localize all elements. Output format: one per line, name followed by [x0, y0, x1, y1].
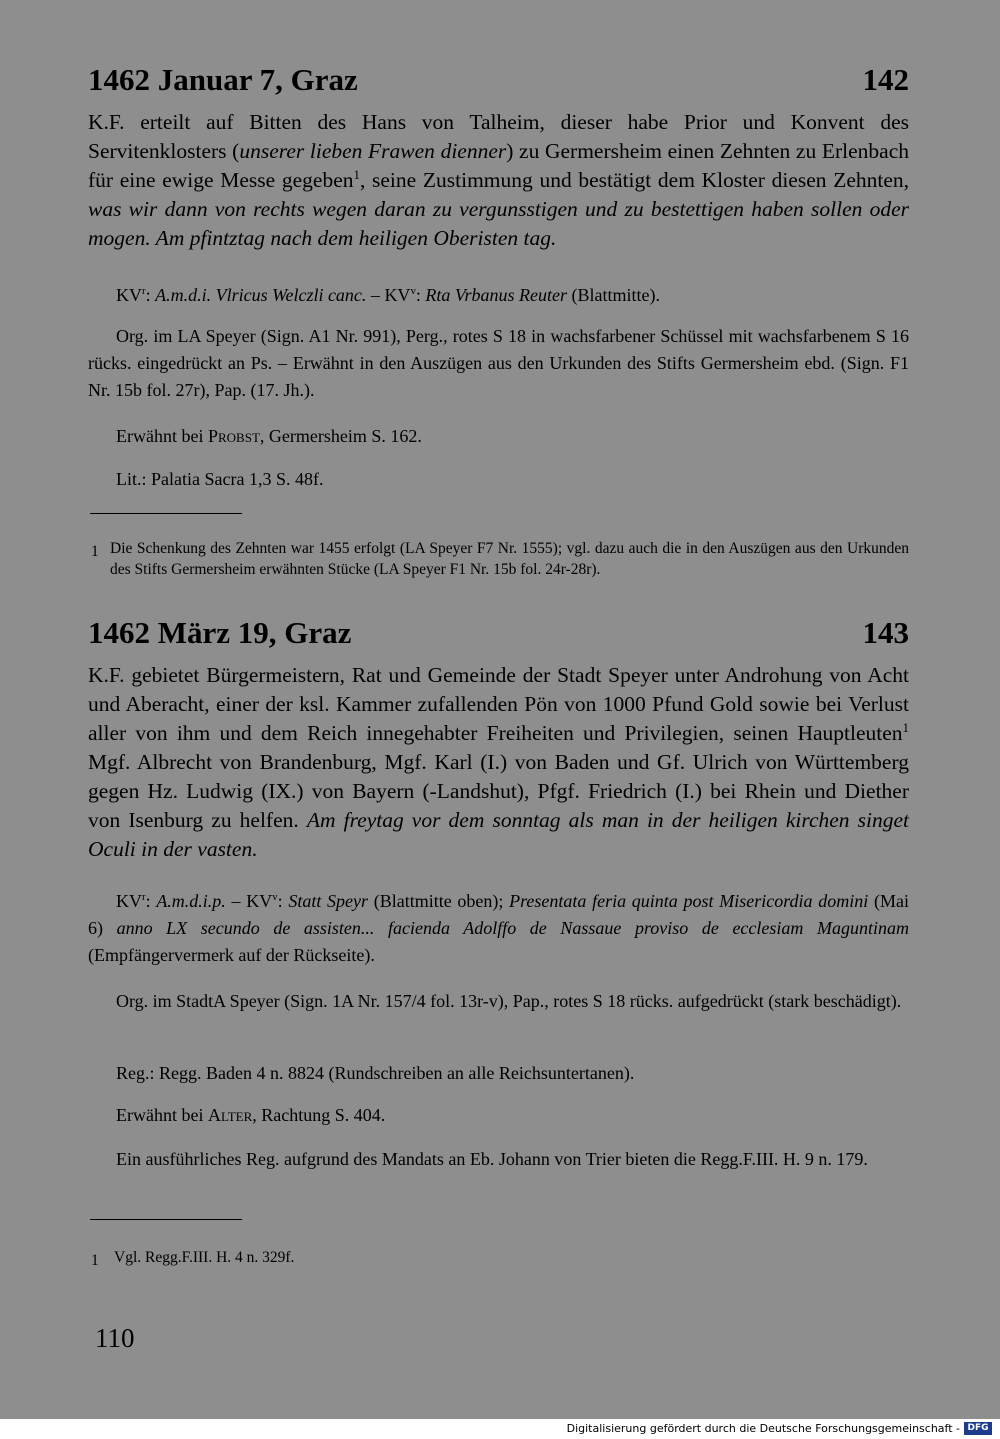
entry-142-number: 142 [862, 62, 909, 97]
regest-text: K.F. gebietet Bürgermeistern, Rat und Gemeinde der Stadt Speyer unter Androhung von Acht und Aberacht, einer der ksl. Kammer zufallenden Pön von 1000 Pfund Gold sowie bei Verlust aller von ihm und dem Reich innegehabter Freiheiten und Privilegien, seinen Hauptleuten [88, 663, 909, 745]
regest-quote: was wir dann von rechts wegen daran zu vergunsstigen und zu bestettigen haben sollen oder mogen. Am pfintztag nach dem heiligen Oberisten tag. [88, 197, 909, 250]
entry-142-regest [88, 108, 909, 253]
entry-143-heading: 1462 März 19, Graz [88, 615, 352, 650]
footnote-ref: 1 [353, 167, 360, 182]
regest-text: Mgf. Albrecht von Brandenburg, Mgf. Karl (I.) von Baden und Gf. Ulrich von Württemberg gegen Hz. Ludwig (IX.) von Bayern (-Landshut), Pfgf. Friedrich (I.) bei Rhein und Diether von Isenburg zu helfen. [88, 750, 909, 832]
entry-142-literatur: Lit.: Palatia Sacra 1,3 S. 48f. [116, 469, 324, 489]
entry-143-hinweis: Ein ausführliches Reg. aufgrund des Mandats an Eb. Johann von Trier bieten die Regg.F.III. H. 9 n. 179. [116, 1149, 868, 1169]
footnote-ref: 1 [902, 720, 909, 735]
entry-142-erwaehnt: Erwähnt bei Probst, Germersheim S. 162. [116, 426, 422, 446]
footer-bar [0, 1419, 1000, 1439]
entry-143-erwaehnt: Erwähnt bei Alter, Rachtung S. 404. [116, 1105, 386, 1125]
footnote-divider [90, 513, 242, 514]
entry-143-regest [88, 661, 909, 864]
footnote-number: 1 [91, 543, 99, 560]
entry-142-footnote: Die Schenkung des Zehnten war 1455 erfolgt (LA Speyer F7 Nr. 1555); vgl. dazu auch die in den Auszügen aus den Urkunden des Stifts Germersheim erwähnten Stücke (LA Speyer F1 Nr. 15b fol. 24r-28r). [110, 540, 909, 578]
entry-142-heading: 1462 Januar 7, Graz [88, 62, 358, 97]
regest-text: , seine Zustimmung und bestätigt dem Kloster diesen Zehnten, [359, 168, 910, 192]
entry-143-kanzleivermerk: $KV^r$: A.m.d.i.p. – $KV^v$: Statt Speyr (Blattmitte oben); Presentata feria quinta post Misericordia domini (Mai 6) anno LX secundo de assisten... facienda Adolffo de Nassaue proviso de ecclesiam Maguntinam (Empfängervermerk auf der Rückseite). [88, 891, 909, 965]
regest-text: ) zu Germersheim einen Zehnten zu Erlenbach für eine ewige Messe gegeben [88, 139, 909, 192]
entry-142-kanzleivermerk: $KV^r$: A.m.d.i. Vlricus Welczli canc. – $KV^v$: Rta Vrbanus Reuter (Blattmitte). [116, 285, 660, 305]
page-number: 110 [95, 1323, 135, 1353]
entry-143-footnote: Vgl. Regg.F.III. H. 4 n. 329f. [114, 1249, 295, 1266]
dfg-logo: DFG [964, 1422, 992, 1435]
regest-quote: unserer lieben Frawen dienner [239, 139, 507, 163]
funding-credit: Digitalisierung gefördert durch die Deutsche Forschungsgemeinschaft - [566, 1422, 960, 1435]
regest-quote: Am freytag vor dem sonntag als man in der heiligen kirchen singet Oculi in der vasten. [88, 808, 909, 861]
entry-143-original: Org. im StadtA Speyer (Sign. 1A Nr. 157/4 fol. 13r-v), Pap., rotes S 18 rücks. aufgedrückt (stark beschädigt). [116, 991, 902, 1011]
footnote-number: 1 [91, 1252, 99, 1269]
entry-143-number: 143 [862, 615, 909, 650]
footnote-divider [90, 1219, 242, 1220]
entry-143-regesten: Reg.: Regg. Baden 4 n. 8824 (Rundschreiben an alle Reichsuntertanen). [116, 1063, 635, 1083]
regest-text: K.F. erteilt auf Bitten des Hans von Talheim, dieser habe Prior und Konvent des Servitenklosters ( [88, 110, 909, 163]
entry-142-original: Org. im LA Speyer (Sign. A1 Nr. 991), Perg., rotes S 18 in wachsfarbener Schüssel mit wachsfarbenem S 16 rücks. eingedrückt an Ps. – Erwähnt in den Auszügen aus den Urkunden des Stifts Germersheim ebd. (Sign. F1 Nr. 15b fol. 27r), Pap. (17. Jh.). [88, 326, 909, 400]
